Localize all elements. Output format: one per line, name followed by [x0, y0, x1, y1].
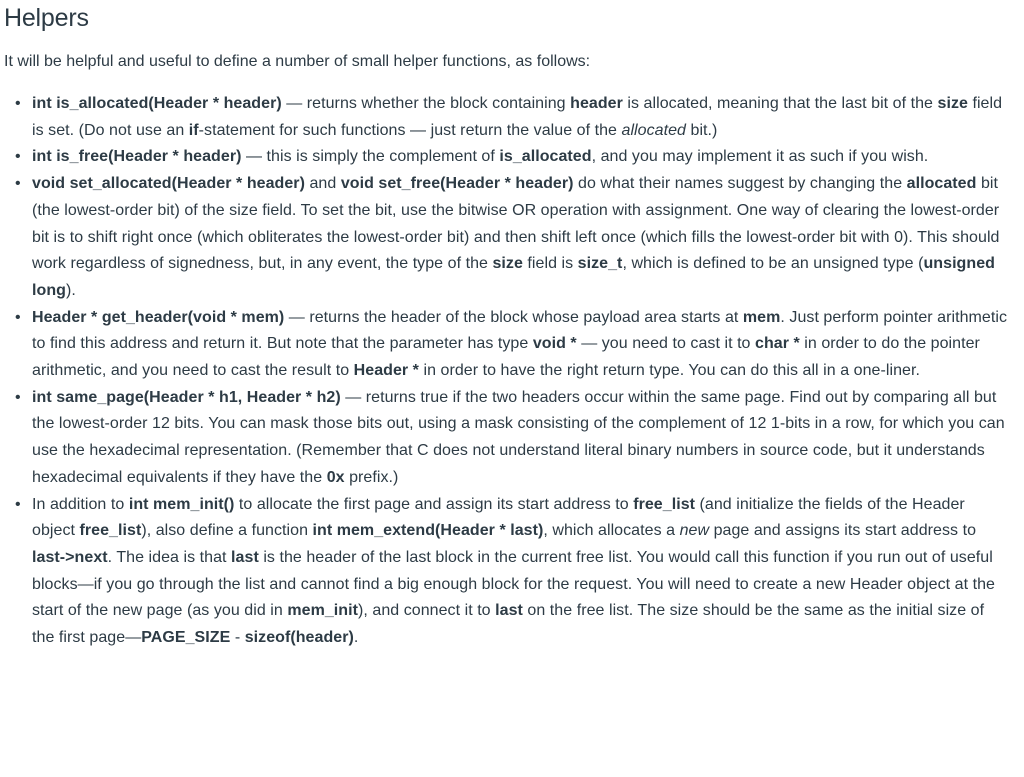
text-run: - [230, 629, 245, 647]
text-run: is the header of the last block in the current free list. You would call this function if you run out of useful blocks—if you go through the list and cannot find a big enough block for the request. You will need to create a new Header object at the start of the new page (as you did in [32, 548, 995, 620]
code-term: free_list [633, 495, 696, 513]
text-run: — returns the header of the block whose payload area starts at [284, 308, 743, 326]
text-run: on the free list. The size should be the same as the initial size of the first page— [32, 602, 985, 647]
code-term: 0x [326, 468, 345, 486]
code-term: size [492, 255, 523, 273]
code-term: Header * get_header(void * mem) [32, 308, 285, 326]
code-term: mem [742, 308, 781, 326]
text-run: . The idea is that [107, 548, 232, 566]
list-item [15, 385, 1010, 492]
section-heading: Helpers [4, 4, 89, 32]
bullet-icon: • [15, 495, 21, 513]
text-run: do what their names suggest by changing the [573, 175, 907, 193]
code-term: void set_allocated(Header * header) [32, 175, 305, 193]
text-run: to allocate the first page and assign its start address to [234, 495, 634, 513]
list-item [15, 305, 1010, 385]
bullet-icon: • [15, 175, 21, 193]
text-run: , and you may implement it as such if you wish. [591, 148, 929, 166]
code-term: is_allocated [499, 148, 592, 166]
code-term: allocated [906, 175, 977, 193]
text-run: , which allocates a [543, 522, 680, 540]
text-run: prefix.) [344, 468, 399, 486]
text-run: field is set. (Do not use an [32, 95, 1003, 139]
text-run: ). [65, 281, 76, 299]
text-run: . [353, 629, 359, 647]
list-item [15, 171, 1010, 305]
intro-paragraph: It will be helpful and useful to define a number of small helper functions, as follows: [4, 53, 591, 70]
code-term: free_list [79, 522, 142, 540]
code-term: Header * [353, 362, 419, 380]
code-term: last->next [32, 548, 108, 566]
code-term: mem_init [287, 602, 358, 620]
code-term: void * [532, 335, 577, 353]
emphasis-text: allocated [621, 121, 686, 139]
text-run: -statement for such functions — just return the value of the [198, 121, 622, 139]
text-run: field is [522, 255, 578, 273]
text-run: and [304, 175, 341, 193]
list-item [15, 492, 1010, 652]
text-run: is allocated, meaning that the last bit of the [622, 95, 938, 112]
document-page [0, 3, 1010, 652]
list-item [15, 91, 1010, 144]
text-run: , which is defined to be an unsigned type ( [622, 255, 924, 273]
text-run: in order to do the pointer arithmetic, and you need to cast the result to [32, 335, 980, 380]
code-term: if [188, 121, 199, 139]
code-term: sizeof(header) [244, 629, 354, 647]
helper-list [4, 91, 1010, 652]
text-run: page and assigns its start address to [709, 522, 977, 540]
code-term: last [231, 548, 259, 566]
code-term: char * [755, 335, 800, 353]
code-term: header [570, 95, 623, 112]
code-term: void set_free(Header * header) [340, 175, 574, 193]
text-run: — this is simply the complement of [241, 148, 500, 166]
code-term: size [937, 95, 968, 112]
text-run: — returns whether the block containing [281, 95, 571, 112]
bullet-icon: • [15, 308, 21, 326]
text-run: bit (the lowest-order bit) of the size field. To set the bit, use the bitwise OR operation with assignment. One way of clearing the lowest-order bit is to shift right once (which obliterates the lowest-order bit) and then shift left once (which fills the lowest-order bit with 0). This should work regardless of signedness, but, in any event, the type of the [32, 175, 1000, 273]
text-run: . Just perform pointer arithmetic to find this address and return it. But note that the parameter has type [32, 308, 1008, 353]
bullet-icon: • [15, 95, 21, 112]
text-run: ), and connect it to [358, 602, 496, 620]
code-term: unsigned long [32, 255, 995, 299]
list-item [15, 144, 1010, 171]
code-term: int same_page(Header * h1, Header * h2) [32, 388, 341, 406]
code-term: size_t [577, 255, 623, 273]
bullet-icon: • [15, 388, 21, 406]
text-run: (and initialize the fields of the Header object [32, 495, 965, 540]
code-term: int mem_extend(Header * last) [312, 522, 544, 540]
bullet-icon: • [15, 148, 21, 166]
text-run: ), also define a function [141, 522, 313, 540]
code-term: last [495, 602, 523, 620]
text-run: — returns true if the two headers occur within the same page. Find out by comparing all but the lowest-order 12 bits. You can mask those bits out, using a mask consisting of the complement of 12 1-bits in a row, for which you can use the hexadecimal representation. (Remember that C does not understand literal binary numbers in source code, but it understands hexadecimal equivalents if they have the [32, 388, 1005, 486]
text-run: — you need to cast it to [576, 335, 756, 353]
emphasis-text: new [679, 522, 710, 540]
code-term: int mem_init() [128, 495, 235, 513]
code-term: int is_free(Header * header) [32, 148, 242, 166]
text-run: in order to have the right return type. You can do this all in a one-liner. [418, 362, 920, 380]
code-term: int is_allocated(Header * header) [32, 95, 282, 112]
text-run: In addition to [32, 495, 129, 513]
text-run: bit.) [686, 121, 718, 139]
code-term: PAGE_SIZE [141, 629, 231, 647]
